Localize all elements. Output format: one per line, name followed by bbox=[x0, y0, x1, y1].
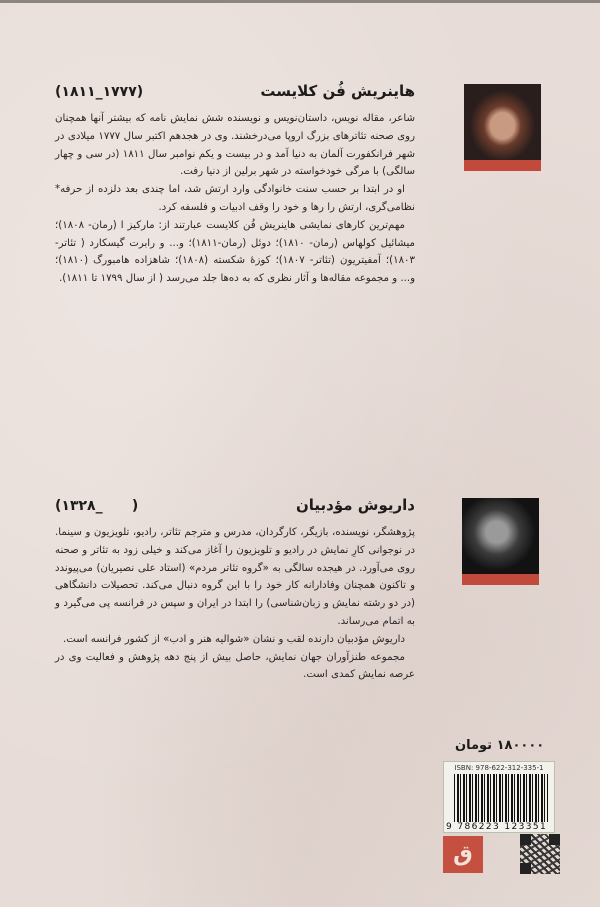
portrait-red-bar bbox=[462, 574, 539, 585]
author2-portrait bbox=[462, 498, 539, 585]
author2-paragraph: پژوهشگر، نویسنده، بازیگر، کارگردان، مدرس و مترجم تئاتر، رادیو، تلویزیون و سینما. در نوجوانی کارِ نمایش در رادیو و تلویزیون را آغاز می‌کند و خیلی زود به تئاتر و صحنه روی می‌آورد. در هیجده سالگی به «گروه تئاتر مردم» (استاد علی نصیریان) می‌پیوندد و تاکنون همچنان وفادارانه کار خود را با این گروه دنبال می‌کند. تحصیلات دانشگاهی (در دو رشته نمایش و زبان‌شناسی) را ابتدا در ایران و سپس در فرانسه پی می‌گیرد و به اتمام می‌رساند. bbox=[55, 527, 415, 627]
qr-code-icon bbox=[520, 834, 560, 874]
price-label: ۱۸۰۰۰۰ تومان bbox=[455, 738, 545, 753]
author1-dates: (۱۸۱۱_۱۷۷۷) bbox=[55, 84, 144, 100]
isbn-barcode bbox=[443, 761, 555, 833]
author1-paragraph: او در ابتدا بر حسب سنت خانوادگی وارد ارتش شد، اما چندی بعد دلزده از حرفه* نظامی‌گری، ارتش را رها و خود را وقف ادبیات و فلسفه کرد. bbox=[55, 184, 415, 213]
author2-dates: (۱۳۲۸_ ) bbox=[55, 498, 139, 514]
author2-photo bbox=[462, 498, 539, 574]
portrait-red-bar bbox=[464, 160, 541, 171]
author1-portrait bbox=[464, 84, 541, 171]
barcode-bars bbox=[454, 774, 548, 822]
cover-top-edge bbox=[0, 0, 600, 3]
author2-paragraph: داریوش مؤدبیان دارنده لقب و نشان «شوالیه هنر و ادب» از کشور فرانسه است. bbox=[62, 633, 405, 645]
isbn-text: ISBN: 978-622-312-335-1 bbox=[454, 764, 544, 772]
author1-paragraph: مهم‌ترین کارهای نمایشی هاینریش فُن کلایست عبارتند از: مارکیز ا (رمان- ۱۸۰۸)؛ میشائیل کولهاس (رمان- ۱۸۱۰)؛ دوئل (رمان-۱۸۱۱)؛ و... و رابرت گیسکارد ( تئاتر- ۱۸۰۳)؛ آمفیتریون (تئاتر- ۱۸۰۷)؛ کوزهٔ شکسته (۱۸۰۸)؛ شاهزاده هامبورگ (۱۸۱۰)؛ و... و مجموعه مقاله‌ها و آثار نظری که به ده‌ها جلد می‌رسد ( از سال ۱۷۹۹ تا ۱۸۱۱). bbox=[55, 219, 415, 285]
author1-heading bbox=[55, 82, 415, 104]
author2-paragraph: مجموعه طنزآوران جهان نمایش، حاصل بیش از پنج دهه پژوهش و فعالیت وی در عرصه نمایش کمدی است. bbox=[55, 651, 415, 681]
publisher-logo-glyph: ق bbox=[453, 842, 473, 867]
publisher-logo-icon bbox=[443, 836, 483, 873]
author1-paragraph: شاعر، مقاله نویس، داستان‌نویس و نویسنده شش نمایش نامه که بیشتر آنها همچنان روی صحنه تئاترهای بزرگ اروپا می‌درخشند. وی در هجدهم اکتبر سال ۱۷۷۷ میلادی در شهر فرانکفورت آلمان به دنیا آمد و در بیست و یکم نوامبر سال ۱۸۱۱ (در سی و چهار سالگی) با مرگی خودخواسته در شهر برلین از دنیا رفت. bbox=[55, 113, 415, 178]
author1-bio bbox=[55, 82, 415, 288]
author2-heading bbox=[55, 496, 415, 518]
author1-photo bbox=[464, 84, 541, 160]
author1-name: هاینریش فُن کلایست bbox=[260, 82, 415, 100]
author2-name: داریوش مؤدبیان bbox=[295, 496, 415, 514]
author2-bio bbox=[55, 496, 415, 684]
ean-number: 9 786223 123351 bbox=[446, 822, 548, 832]
